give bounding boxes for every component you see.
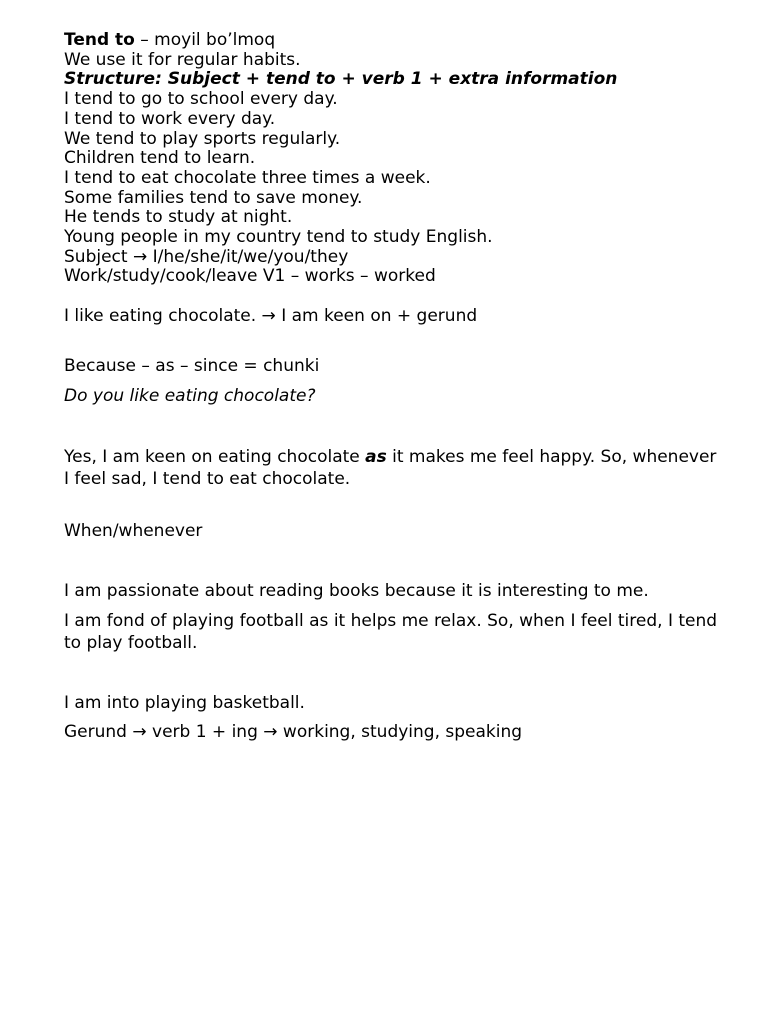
example-line: Children tend to learn. <box>64 148 256 169</box>
into-line: I am into playing basketball. <box>64 692 305 713</box>
example-line: I tend to work every day. <box>64 108 276 129</box>
answer-text: it makes me feel happy. So, whenever I feel sad, I tend to eat chocolate. <box>64 447 717 490</box>
answer-text: Yes, I am keen on eating chocolate <box>64 447 366 468</box>
example-line: We tend to play sports regularly. <box>64 128 341 149</box>
subject-line: Subject → I/he/she/it/we/you/they <box>64 246 349 267</box>
example-line: I tend to eat chocolate three times a week. <box>64 167 431 188</box>
fond-paragraph: I am fond of playing football as it helps me relax. So, when I feel tired, I tend to play football. <box>64 610 718 653</box>
answer-emphasis: as <box>365 447 387 468</box>
question-line: Do you like eating chocolate? <box>64 385 316 406</box>
title-translation: – moyil bo’lmoq <box>134 30 276 50</box>
structure-line: Structure: Subject + tend to + verb 1 + extra information <box>64 69 618 90</box>
verbs-line: Work/study/cook/leave V1 – works – worked <box>64 266 436 287</box>
when-line: When/whenever <box>64 521 203 542</box>
example-line: I tend to go to school every day. <box>64 89 338 110</box>
passionate-line: I am passionate about reading books because it is interesting to me. <box>64 580 649 601</box>
keen-line: I like eating chocolate. → I am keen on + gerund <box>64 306 478 327</box>
example-line: Some families tend to save money. <box>64 187 363 208</box>
title-term: Tend to <box>64 30 135 50</box>
example-line: Young people in my country tend to study English. <box>64 227 493 248</box>
title-line <box>64 31 724 51</box>
document-page <box>64 31 724 743</box>
because-line: Because – as – since = chunki <box>64 355 320 376</box>
gerund-line: Gerund → verb 1 + ing → working, studying, speaking <box>64 722 523 743</box>
usage-line: We use it for regular habits. <box>64 49 301 70</box>
example-line: He tends to study at night. <box>64 207 293 228</box>
answer-paragraph <box>64 446 724 490</box>
